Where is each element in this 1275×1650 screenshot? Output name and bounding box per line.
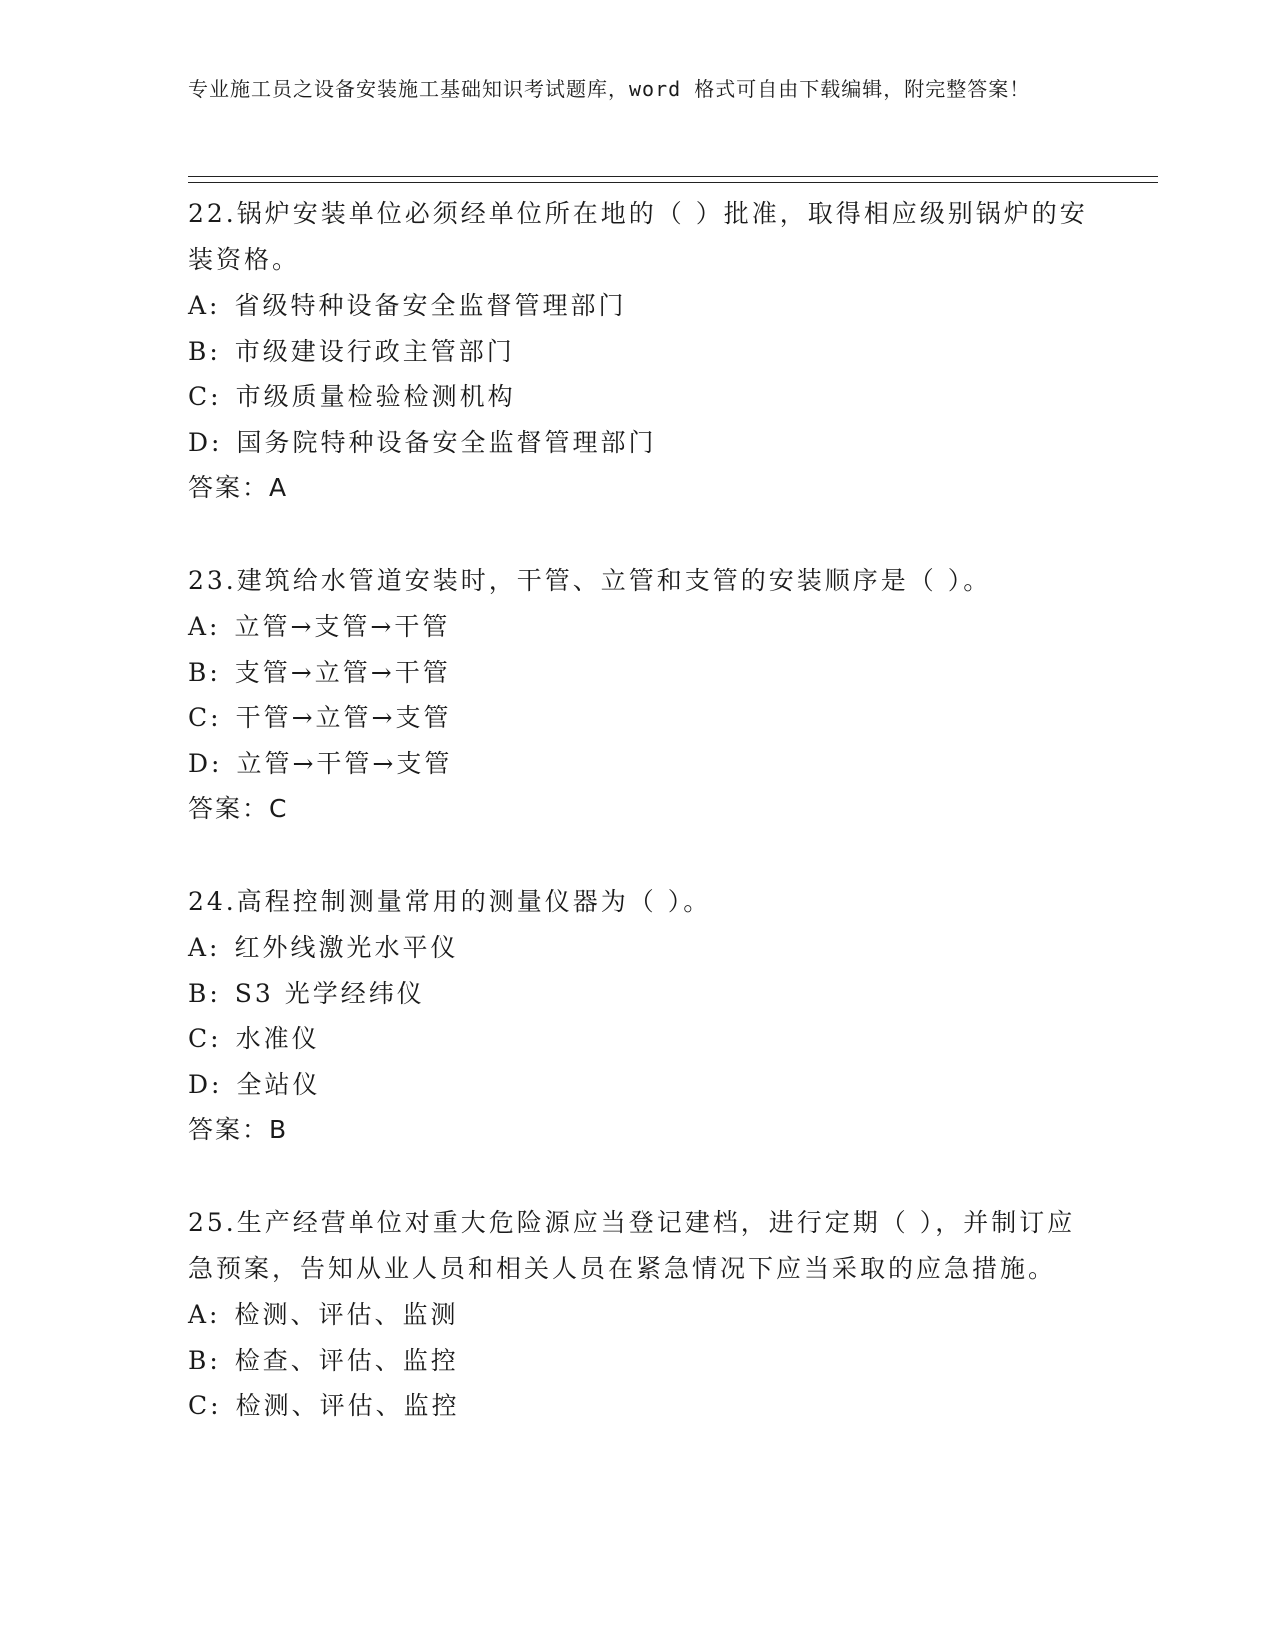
- question-stem: 23.建筑给水管道安装时，干管、立管和支管的安装顺序是（ ）。: [188, 566, 992, 595]
- answer-label: 答案：: [188, 1115, 270, 1144]
- header-rule-bottom: [188, 182, 1158, 183]
- option-a: [188, 925, 1088, 971]
- option-text: 红外线激光水平仪: [234, 933, 459, 962]
- answer-value: B: [269, 1115, 289, 1144]
- option-text: 检测、评估、监测: [234, 1300, 459, 1329]
- question-list: [188, 188, 1088, 1429]
- option-c: [188, 695, 1088, 741]
- document-header: 专业施工员之设备安装施工基础知识考试题库，word 格式可自由下载编辑，附完整答案！: [188, 77, 1031, 101]
- option-letter: B:: [188, 978, 221, 1008]
- option-c: [188, 374, 1088, 420]
- question-stem: 22.锅炉安装单位必须经单位所在地的（ ）批准，取得相应级别锅炉的安装资格。: [188, 199, 1088, 274]
- option-b: [188, 329, 1088, 375]
- option-c: [188, 1383, 1088, 1429]
- option-text: 省级特种设备安全监督管理部门: [234, 291, 627, 320]
- question-spacer: [188, 832, 1088, 876]
- option-letter: C:: [188, 703, 222, 732]
- option-c: [188, 1016, 1088, 1062]
- option-letter: A:: [188, 1300, 221, 1329]
- question-25: [188, 1197, 1088, 1429]
- option-d: [188, 1062, 1088, 1108]
- answer-line: [188, 465, 1088, 511]
- answer-label: 答案：: [188, 794, 270, 823]
- option-text: S3 光学经纬仪: [234, 978, 425, 1008]
- option-letter: A:: [188, 612, 221, 641]
- option-letter: A:: [188, 933, 221, 962]
- option-text: 立管→支管→干管: [234, 612, 451, 641]
- option-b: [188, 971, 1088, 1017]
- question-spacer: [188, 1153, 1088, 1197]
- option-text: 市级质量检验检测机构: [235, 382, 516, 411]
- question-23: [188, 555, 1088, 832]
- option-a: [188, 1292, 1088, 1338]
- option-letter: C:: [188, 1024, 222, 1053]
- option-letter: C:: [188, 382, 222, 411]
- answer-value: A: [269, 473, 289, 502]
- header-rule-top: [188, 176, 1158, 177]
- question-22: [188, 188, 1088, 511]
- option-text: 支管→立管→干管: [234, 657, 451, 687]
- option-letter: D:: [188, 427, 223, 457]
- question-stem: 24.高程控制测量常用的测量仪器为（ ）。: [188, 887, 712, 916]
- option-d: [188, 420, 1088, 466]
- option-letter: D:: [188, 748, 223, 778]
- option-b: [188, 650, 1088, 696]
- option-text: 全站仪: [236, 1069, 321, 1099]
- option-text: 水准仪: [235, 1024, 320, 1053]
- option-text: 市级建设行政主管部门: [234, 336, 515, 366]
- option-text: 检查、评估、监控: [234, 1345, 459, 1375]
- option-text: 干管→立管→支管: [235, 703, 452, 732]
- option-a: [188, 283, 1088, 329]
- option-text: 国务院特种设备安全监督管理部门: [236, 427, 657, 457]
- question-stem: 25.生产经营单位对重大危险源应当登记建档，进行定期（ ），并制订应急预案，告知从业人员和相关人员在紧急情况下应当采取的应急措施。: [188, 1208, 1076, 1283]
- option-letter: B:: [188, 1345, 221, 1375]
- question-24: [188, 876, 1088, 1153]
- answer-label: 答案：: [188, 473, 270, 502]
- answer-value: C: [269, 794, 289, 823]
- question-spacer: [188, 511, 1088, 555]
- option-text: 检测、评估、监控: [235, 1391, 460, 1420]
- option-text: 立管→干管→支管: [236, 748, 453, 778]
- option-letter: B:: [188, 336, 221, 366]
- option-b: [188, 1338, 1088, 1384]
- answer-line: [188, 1107, 1088, 1153]
- option-d: [188, 741, 1088, 787]
- option-letter: D:: [188, 1069, 223, 1099]
- option-letter: C:: [188, 1391, 222, 1420]
- answer-line: [188, 786, 1088, 832]
- option-letter: B:: [188, 657, 221, 687]
- option-a: [188, 604, 1088, 650]
- option-letter: A:: [188, 291, 221, 320]
